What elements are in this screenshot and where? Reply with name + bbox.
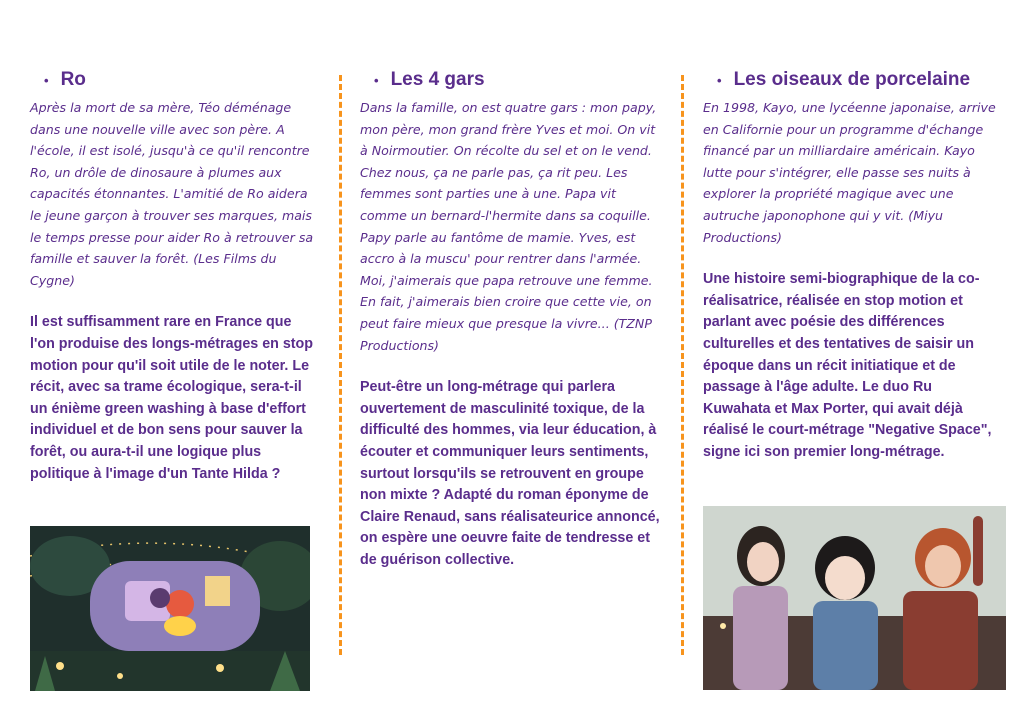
- film-opinion: Peut-être un long-métrage qui parlera ouvertement de masculinité toxique, de la difficulté des hommes, via leur éducation, à écouter et communiquer leurs sentiments, surtout lorsqu'ils se retrouvent en groupe non mixte ? Adapté du roman éponyme de Claire Renaud, sans réalisateurice annoncé, on espère une oeuvre faite de tendresse et de guérison collective.: [360, 379, 660, 568]
- column-divider: [339, 75, 342, 655]
- film-title-text: Les 4 gars: [390, 69, 485, 90]
- film-summary: Après la mort de sa mère, Téo déménage dans une nouvelle ville avec son père. A l'école, il est isolé, jusqu'à ce qu'il rencontre Ro, un drôle de dinosaure à plumes aux capacités étonnantes. L'amitié de Ro aidera le jeune garçon à trouver ses marques, mais le temps presse pour aider Ro à retrouver sa famille et sauver la forêt. (Les Films du Cygne): [30, 100, 314, 288]
- column-oiseaux-porcelaine: [703, 68, 1001, 464]
- film-summary: En 1998, Kayo, une lycéenne japonaise, arrive en Californie pour un programme d'échange financé par un milliardaire américain. Kayo lutte pour s'intégrer, elle passe ses nuits à explorer la propriété magique avec une autruche japonophone qui y vit. (Miyu Productions): [703, 100, 996, 245]
- oiseaux-porcelaine-illustration: [703, 506, 1006, 690]
- bullet-icon: •: [44, 72, 49, 88]
- column-divider: [681, 75, 684, 655]
- ro-illustration-image: [30, 526, 310, 691]
- oiseaux-porcelaine-image: [703, 506, 1006, 690]
- film-title: [374, 68, 665, 92]
- bullet-icon: •: [374, 72, 379, 88]
- film-opinion: Une histoire semi-biographique de la co-réalisatrice, réalisée en stop motion et parlant avec poésie des différences culturelles et des tentatives de saisir un époque dans un récit initiatique et de passage à l'âge adulte. Le duo Ru Kuwahata et Max Porter, qui avait déjà réalisé le court-métrage "Negative Space", signe ici son premier long-métrage.: [703, 271, 992, 460]
- bullet-icon: •: [717, 72, 722, 88]
- ro-illustration: [30, 526, 310, 691]
- column-ro: [30, 68, 315, 485]
- film-summary: Dans la famille, on est quatre gars : mon papy, mon père, mon grand frère Yves et moi. On vit à Noirmoutier. On récolte du sel et on le vend. Chez nous, ça ne parle pas, ça rit peu. Les femmes sont parties une à une. Papa vit comme un bernard-l'hermite dans sa coquille. Papy parle au fantôme de mamie. Yves, est accro à la muscu' pour rentrer dans l'armée. Moi, j'aimerais que papa retrouve une femme. En fait, j'aimerais bien croire que cette vie, on peut faire mieux que presque la vivre... (TZNP Productions): [360, 100, 657, 353]
- film-title-text: Ro: [60, 69, 86, 90]
- film-title-text: Les oiseaux de porcelaine: [733, 69, 971, 90]
- film-title: [717, 68, 1001, 92]
- column-les-4-gars: [360, 68, 665, 571]
- film-opinion: Il est suffisamment rare en France que l'on produise des longs-métrages en stop motion pour qu'il soit utile de le noter. Le récit, avec sa trame écologique, sera-t-il un énième green washing à base d'effort individuel et de bon sens pour sauver la forêt, ou aura-t-il une logique plus politique à l'image d'un Tante Hilda ?: [30, 314, 314, 482]
- film-title: [44, 68, 315, 92]
